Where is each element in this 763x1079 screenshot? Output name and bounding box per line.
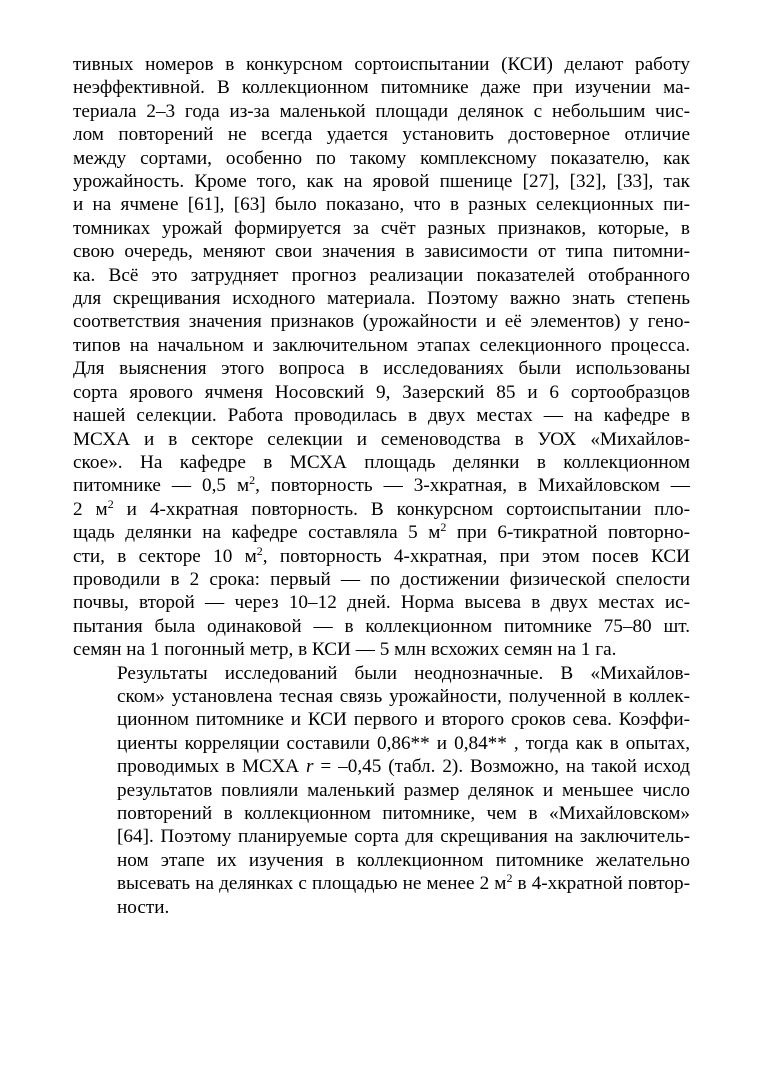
paragraph-methods: [73, 53, 690, 662]
text-line: ском» установлена тесная связь урожайности, полученной в коллек-: [117, 685, 690, 707]
text-line: ном этапе их изучения в коллекционном питомнике желательно: [117, 849, 690, 871]
paragraph-results: [73, 662, 690, 919]
text-line: семян на 1 погонный метр, в КСИ — 5 млн всхожих семян на 1 га.: [73, 639, 617, 661]
text-line: нашей селекции. Работа проводилась в двух местах — на кафедре в: [73, 405, 690, 427]
text-line: ка. Всё это затрудняет прогноз реализации показателей отобранного: [73, 264, 690, 286]
text-line: ности.: [117, 896, 170, 918]
text-line: для скрещивания исходного материала. Поэтому важно знать степень: [73, 288, 690, 310]
text-line: сорта ярового ячменя Носовский 9, Зазерский 85 и 6 сортообразцов: [73, 381, 690, 403]
text-line: и на ячмене [61], [63] было показано, что в разных селекционных пи-: [73, 194, 690, 216]
text-line: ционном питомнике и КСИ первого и второго сроков сева. Коэффи-: [117, 709, 690, 731]
text-line: сти, в секторе 10 $м^2$, повторность 4-хкратная, при этом посев КСИ: [73, 543, 690, 567]
text-line: Результаты исследований были неоднозначные. В «Михайлов-: [117, 662, 690, 684]
text-line: питомнике — 0,5 $м^2$, повторность — 3-хкратная, в Михайловском —: [73, 473, 690, 497]
text-line: циенты корреляции составили 0,86** и 0,84** , тогда как в опытах,: [117, 732, 690, 754]
text-line: 2 $м^2$ и 4-хкратная повторность. В конкурсном сортоиспытании пло-: [73, 496, 690, 520]
text-line: проводили в 2 срока: первый — по достижении физической спелости: [73, 568, 690, 590]
text-line: почвы, второй — через 10–12 дней. Норма высева в двух местах ис-: [73, 592, 690, 614]
text-line: МСХА и в секторе селекции и семеноводства в УОХ «Михайлов-: [73, 428, 690, 450]
text-line: томниках урожай формируется за счёт разных признаков, которые, в: [73, 217, 690, 239]
text-line: тивных номеров в конкурсном сортоиспытании (КСИ) делают работу: [73, 54, 690, 75]
document-page: [73, 53, 690, 919]
text-line: типов на начальном и заключительном этапах селекционного процесса.: [73, 334, 690, 356]
text-line: [64]. Поэтому планируемые сорта для скрещивания на заключитель-: [117, 826, 690, 848]
text-line: между сортами, особенно по такому комплексному показателю, как: [73, 147, 690, 169]
text-line: неэффективной. В коллекционном питомнике даже при изучении ма-: [73, 77, 690, 99]
text-line: териала 2–3 года из-за маленькой площади делянок с небольшим чис-: [73, 100, 690, 122]
text-line: высевать на делянках с площадью не менее 2 $м^2$ в 4-хкратной повтор-: [117, 871, 690, 895]
text-line: свою очередь, меняют свои значения в зависимости от типа питомни-: [73, 241, 690, 263]
text-line: лом повторений не всегда удается установить достоверное отличие: [73, 124, 690, 146]
text-line: Для выяснения этого вопроса в исследованиях были использованы: [73, 358, 690, 380]
text-line: проводимых в МСХА r = –0,45 (табл. 2). Возможно, на такой исход: [117, 756, 691, 778]
text-line: урожайность. Кроме того, как на яровой пшенице [27], [32], [33], так: [73, 171, 690, 193]
text-line: повторений в коллекционном питомнике, чем в «Михайловском»: [117, 803, 690, 824]
text-line: соответствия значения признаков (урожайности и её элементов) у гено-: [73, 311, 690, 333]
text-line: пытания была одинаковой — в коллекционном питомнике 75–80 шт.: [73, 615, 690, 637]
text-line: результатов повлияли маленький размер делянок и меньшее число: [117, 779, 690, 801]
text-line: ское». На кафедре в МСХА площадь делянки в коллекционном: [73, 451, 690, 473]
text-line: щадь делянки на кафедре составляла 5 $м^2$ при 6-тикратной повторно-: [73, 520, 690, 544]
